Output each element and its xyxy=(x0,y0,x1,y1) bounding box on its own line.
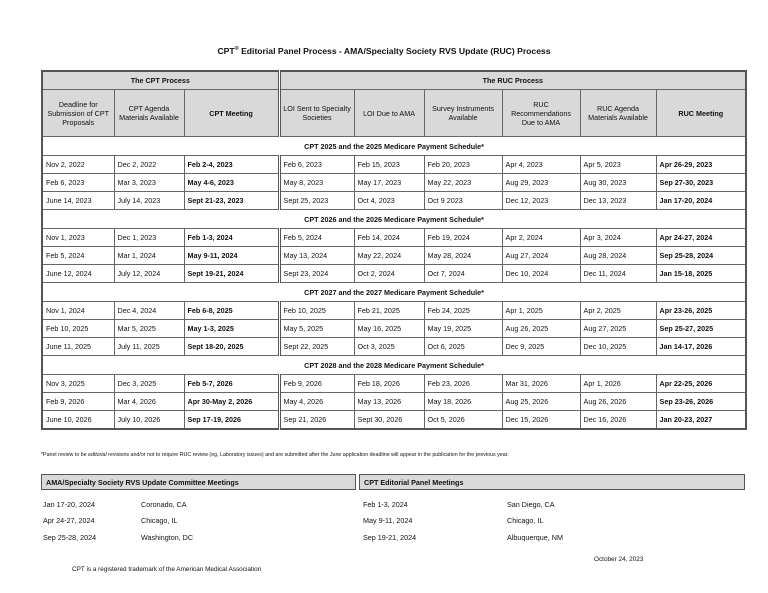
table-cell: May 13, 2024 xyxy=(279,247,354,265)
table-cell: Sept 30, 2026 xyxy=(354,411,424,430)
table-cell: Feb 23, 2026 xyxy=(424,375,502,393)
table-cell: Feb 10, 2025 xyxy=(42,320,114,338)
table-cell: Feb 24, 2025 xyxy=(424,302,502,320)
table-cell: Feb 6-8, 2025 xyxy=(184,302,279,320)
table-cell: Mar 1, 2024 xyxy=(114,247,184,265)
table-row xyxy=(42,320,746,338)
table-cell: Oct 9 2023 xyxy=(424,192,502,210)
group-header-cpt: The CPT Process xyxy=(42,71,279,90)
table-cell: May 8, 2023 xyxy=(279,174,354,192)
cpt-meeting-location: Albuquerque, NM xyxy=(507,533,563,542)
table-cell: July 10, 2026 xyxy=(114,411,184,430)
table-cell: Apr 22-25, 2026 xyxy=(656,375,746,393)
table-cell: May 1-3, 2025 xyxy=(184,320,279,338)
table-cell: Feb 9, 2026 xyxy=(279,375,354,393)
section-title: CPT 2028 and the 2028 Medicare Payment Schedule* xyxy=(42,356,746,375)
ruc-meeting-date: Jan 17-20, 2024 xyxy=(43,500,95,509)
table-row xyxy=(42,192,746,210)
table-cell: Oct 6, 2025 xyxy=(424,338,502,356)
table-cell: May 19, 2025 xyxy=(424,320,502,338)
table-cell: Oct 2, 2024 xyxy=(354,265,424,283)
table-row xyxy=(42,174,746,192)
footnote-emphasis: editorial xyxy=(88,452,107,458)
table-cell: Apr 2, 2024 xyxy=(502,229,580,247)
ruc-meeting-date: Sep 25-28, 2024 xyxy=(43,533,97,542)
table-row xyxy=(42,156,746,174)
table-cell: Apr 24-27, 2024 xyxy=(656,229,746,247)
table-cell: Feb 14, 2024 xyxy=(354,229,424,247)
table-row xyxy=(42,247,746,265)
cpt-meeting-date: May 9-11, 2024 xyxy=(363,516,413,525)
column-header: RUC Recommendations Due to AMA xyxy=(502,90,580,137)
table-cell: Apr 26-29, 2023 xyxy=(656,156,746,174)
cpt-meeting-date: Sep 19-21, 2024 xyxy=(363,533,417,542)
table-cell: Sep 25-28, 2024 xyxy=(656,247,746,265)
ruc-meeting-location: Chicago, IL xyxy=(141,516,178,525)
table-cell: Dec 9, 2025 xyxy=(502,338,580,356)
table-cell: May 16, 2025 xyxy=(354,320,424,338)
table-cell: Apr 3, 2024 xyxy=(580,229,656,247)
table-cell: Nov 3, 2025 xyxy=(42,375,114,393)
table-cell: Oct 5, 2026 xyxy=(424,411,502,430)
trademark-notice: CPT is a registered trademark of the American Medical Association xyxy=(72,566,262,573)
cpt-meeting-location: Chicago, IL xyxy=(507,516,544,525)
table-row xyxy=(42,375,746,393)
table-cell: Nov 2, 2022 xyxy=(42,156,114,174)
column-header: CPT Agenda Materials Available xyxy=(114,90,184,137)
table-cell: Sep 21, 2026 xyxy=(279,411,354,430)
table-row xyxy=(42,302,746,320)
cpt-meeting-location: San Diego, CA xyxy=(507,500,555,509)
table-cell: Feb 19, 2024 xyxy=(424,229,502,247)
table-cell: Mar 31, 2026 xyxy=(502,375,580,393)
table-cell: Sept 25, 2023 xyxy=(279,192,354,210)
table-cell: May 4, 2026 xyxy=(279,393,354,411)
table-cell: Aug 26, 2026 xyxy=(580,393,656,411)
table-cell: July 11, 2025 xyxy=(114,338,184,356)
table-cell: Aug 25, 2026 xyxy=(502,393,580,411)
table-cell: Feb 5, 2024 xyxy=(279,229,354,247)
table-cell: Apr 4, 2023 xyxy=(502,156,580,174)
column-header: RUC Meeting xyxy=(656,90,746,137)
table-cell: June 11, 2025 xyxy=(42,338,114,356)
table-cell: Dec 15, 2026 xyxy=(502,411,580,430)
section-header-row xyxy=(42,210,746,229)
table-cell: Feb 1-3, 2024 xyxy=(184,229,279,247)
table-cell: Sep 27-30, 2023 xyxy=(656,174,746,192)
table-cell: Dec 13, 2023 xyxy=(580,192,656,210)
table-cell: May 22, 2023 xyxy=(424,174,502,192)
table-cell: Apr 2, 2025 xyxy=(580,302,656,320)
table-cell: Mar 4, 2026 xyxy=(114,393,184,411)
table-cell: Sep 23-26, 2026 xyxy=(656,393,746,411)
table-cell: Dec 11, 2024 xyxy=(580,265,656,283)
table-cell: Oct 3, 2025 xyxy=(354,338,424,356)
section-header-row xyxy=(42,283,746,302)
title-cpt: CPT xyxy=(217,46,235,56)
footnote-text-a: *Panel review to be xyxy=(41,452,89,458)
column-header: LOI Sent to Specialty Societies xyxy=(279,90,354,137)
table-cell: Feb 6, 2023 xyxy=(42,174,114,192)
column-header: RUC Agenda Materials Available xyxy=(580,90,656,137)
column-header: Deadline for Submission of CPT Proposals xyxy=(42,90,114,137)
table-cell: Feb 9, 2026 xyxy=(42,393,114,411)
title-registered-mark: ® xyxy=(234,46,239,53)
table-cell: Dec 12, 2023 xyxy=(502,192,580,210)
table-cell: Oct 7, 2024 xyxy=(424,265,502,283)
table-cell: Aug 30, 2023 xyxy=(580,174,656,192)
table-row xyxy=(42,338,746,356)
ruc-meeting-location: Coronado, CA xyxy=(141,500,187,509)
table-cell: Apr 5, 2023 xyxy=(580,156,656,174)
table-cell: Sep 25-27, 2025 xyxy=(656,320,746,338)
page-title xyxy=(0,46,768,56)
column-header: LOI Due to AMA xyxy=(354,90,424,137)
table-cell: June 10, 2026 xyxy=(42,411,114,430)
table-cell: May 13, 2026 xyxy=(354,393,424,411)
title-rest: Editorial Panel Process - AMA/Specialty Society RVS Update (RUC) Process xyxy=(238,46,551,56)
table-cell: May 28, 2024 xyxy=(424,247,502,265)
ruc-meetings-header: AMA/Specialty Society RVS Update Committee Meetings xyxy=(41,474,356,490)
table-cell: Oct 4, 2023 xyxy=(354,192,424,210)
table-cell: Feb 2-4, 2023 xyxy=(184,156,279,174)
section-header-row xyxy=(42,356,746,375)
group-header-ruc: The RUC Process xyxy=(279,71,746,90)
table-cell: Nov 1, 2023 xyxy=(42,229,114,247)
footnote xyxy=(41,452,509,458)
table-cell: Aug 27, 2025 xyxy=(580,320,656,338)
table-cell: Aug 28, 2024 xyxy=(580,247,656,265)
table-cell: Feb 18, 2026 xyxy=(354,375,424,393)
table-cell: Feb 20, 2023 xyxy=(424,156,502,174)
table-cell: Sept 21-23, 2023 xyxy=(184,192,279,210)
table-cell: May 5, 2025 xyxy=(279,320,354,338)
table-cell: Aug 27, 2024 xyxy=(502,247,580,265)
footnote-text-b: revisions and/or not to require RUC review (eg, Laboratory issues) and are submitted after the June application deadline will appear in the publication for the previous year. xyxy=(106,452,509,458)
table-cell: May 4-6, 2023 xyxy=(184,174,279,192)
ruc-meeting-location: Washington, DC xyxy=(141,533,194,542)
table-cell: Mar 5, 2025 xyxy=(114,320,184,338)
table-cell: May 9-11, 2024 xyxy=(184,247,279,265)
table-cell: Sept 23, 2024 xyxy=(279,265,354,283)
table-cell: Dec 16, 2026 xyxy=(580,411,656,430)
section-title: CPT 2027 and the 2027 Medicare Payment Schedule* xyxy=(42,283,746,302)
table-cell: Mar 3, 2023 xyxy=(114,174,184,192)
table-cell: Sep 17-19, 2026 xyxy=(184,411,279,430)
table-row xyxy=(42,229,746,247)
meetings-table xyxy=(41,474,745,546)
table-cell: May 22, 2024 xyxy=(354,247,424,265)
table-cell: Jan 17-20, 2024 xyxy=(656,192,746,210)
table-cell: Dec 3, 2025 xyxy=(114,375,184,393)
table-cell: Feb 10, 2025 xyxy=(279,302,354,320)
table-cell: Apr 30-May 2, 2026 xyxy=(184,393,279,411)
column-header: CPT Meeting xyxy=(184,90,279,137)
cpt-meeting-date: Feb 1-3, 2024 xyxy=(363,500,408,509)
table-row xyxy=(42,393,746,411)
table-cell: May 17, 2023 xyxy=(354,174,424,192)
table-cell: Aug 26, 2025 xyxy=(502,320,580,338)
section-title: CPT 2025 and the 2025 Medicare Payment Schedule* xyxy=(42,137,746,156)
table-cell: July 14, 2023 xyxy=(114,192,184,210)
table-cell: Sept 19-21, 2024 xyxy=(184,265,279,283)
table-cell: Feb 6, 2023 xyxy=(279,156,354,174)
section-title: CPT 2026 and the 2026 Medicare Payment Schedule* xyxy=(42,210,746,229)
table-cell: Jan 15-18, 2025 xyxy=(656,265,746,283)
table-cell: Feb 15, 2023 xyxy=(354,156,424,174)
column-header: Survey Instruments Available xyxy=(424,90,502,137)
table-cell: Feb 5, 2024 xyxy=(42,247,114,265)
cpt-meetings-header: CPT Editorial Panel Meetings xyxy=(359,474,745,490)
table-cell: Apr 1, 2025 xyxy=(502,302,580,320)
table-cell: Sept 18-20, 2025 xyxy=(184,338,279,356)
table-cell: Dec 4, 2024 xyxy=(114,302,184,320)
table-cell: Apr 1, 2026 xyxy=(580,375,656,393)
table-cell: Feb 21, 2025 xyxy=(354,302,424,320)
table-cell: Jan 14-17, 2026 xyxy=(656,338,746,356)
table-row xyxy=(42,411,746,430)
table-cell: June 14, 2023 xyxy=(42,192,114,210)
table-cell: Dec 10, 2025 xyxy=(580,338,656,356)
ruc-meeting-date: Apr 24-27, 2024 xyxy=(43,516,95,525)
table-cell: Dec 1, 2023 xyxy=(114,229,184,247)
table-row xyxy=(42,265,746,283)
table-cell: June 12, 2024 xyxy=(42,265,114,283)
table-cell: Apr 23-26, 2025 xyxy=(656,302,746,320)
table-cell: Jan 20-23, 2027 xyxy=(656,411,746,430)
table-cell: July 12, 2024 xyxy=(114,265,184,283)
table-cell: May 18, 2026 xyxy=(424,393,502,411)
table-cell: Nov 1, 2024 xyxy=(42,302,114,320)
schedule-table xyxy=(41,70,747,430)
table-cell: Feb 5-7, 2026 xyxy=(184,375,279,393)
table-cell: Dec 2, 2022 xyxy=(114,156,184,174)
document-date: October 24, 2023 xyxy=(594,556,644,563)
table-cell: Dec 10, 2024 xyxy=(502,265,580,283)
section-header-row xyxy=(42,137,746,156)
table-cell: Sept 22, 2025 xyxy=(279,338,354,356)
table-cell: Aug 29, 2023 xyxy=(502,174,580,192)
